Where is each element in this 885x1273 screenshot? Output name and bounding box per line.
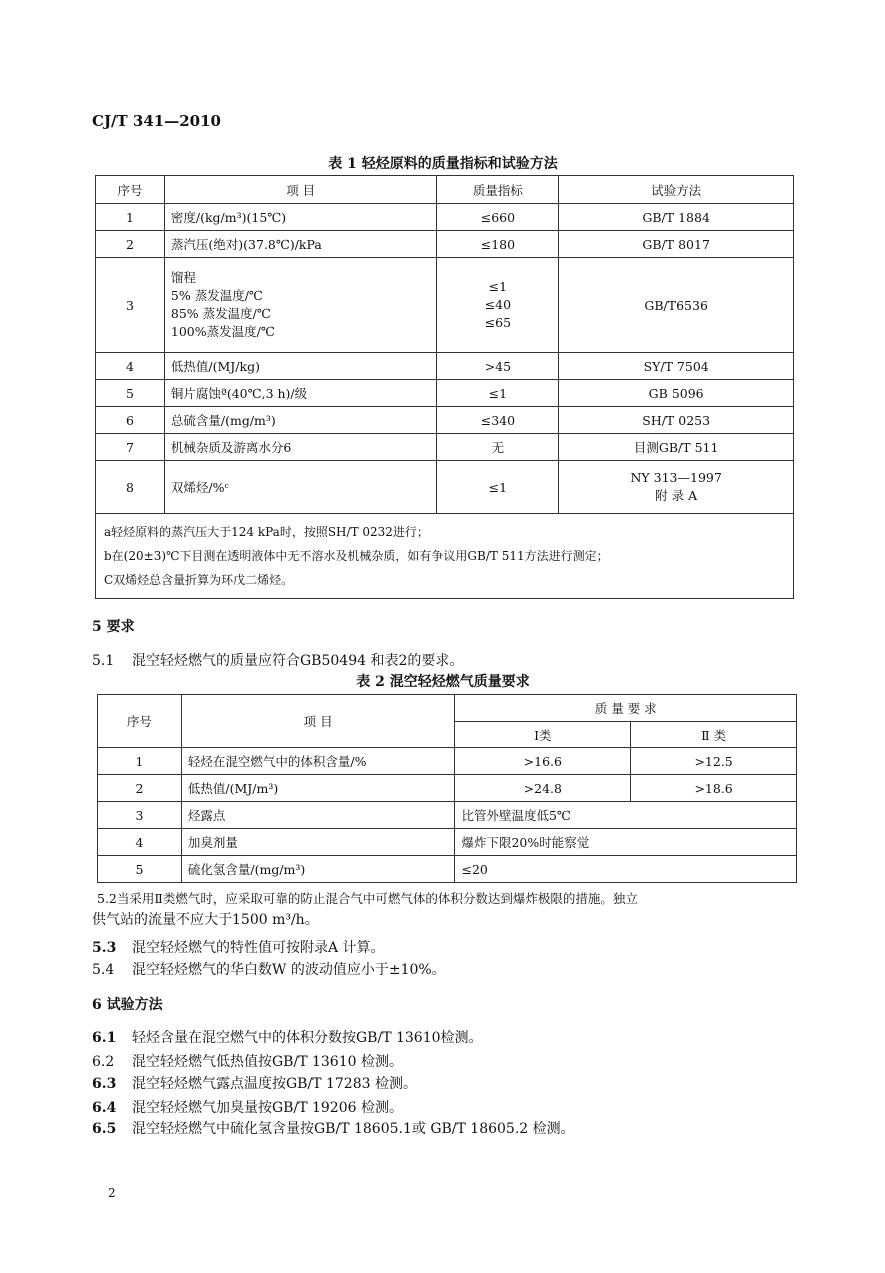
clause-number: 5.3 [92, 940, 117, 956]
row-value: ≤180 [437, 231, 559, 258]
row-class1: >16.6 [455, 748, 631, 775]
table-row [96, 258, 794, 353]
table1-header-no: 序号 [96, 176, 165, 204]
row-item: 密度/(kg/m³)(15℃) [164, 204, 437, 231]
value-line: ≤1 [488, 279, 508, 294]
row-requirement: 爆炸下限20%时能察觉 [455, 829, 797, 856]
row-method: GB/T 8017 [559, 231, 794, 258]
clause-text: 混空轻烃燃气的特性值可按附录A 计算。 [132, 940, 385, 956]
paragraph-5-2-line2: 供气站的流量不应大于1500 m³/h。 [92, 912, 319, 928]
table-row [98, 802, 797, 829]
row-no: 2 [98, 775, 182, 802]
table-row [96, 353, 794, 380]
table-row [96, 407, 794, 434]
row-item: 蒸汽压(绝对)(37.8℃)/kPa [164, 231, 437, 258]
row-method: SY/T 7504 [559, 353, 794, 380]
item-line: 85% 蒸发温度/℃ [170, 306, 271, 321]
method-line: 附 录 A [655, 488, 698, 503]
row-value: ≤340 [437, 407, 559, 434]
row-no: 3 [98, 802, 182, 829]
row-value: 无 [437, 434, 559, 461]
table-row [98, 829, 797, 856]
row-no: 4 [96, 353, 165, 380]
row-no: 5 [98, 856, 182, 883]
table-row [96, 461, 794, 514]
paragraph-6-2 [92, 1051, 403, 1071]
table1-header-method: 试验方法 [559, 176, 794, 204]
item-line: 馏程 [170, 270, 196, 285]
clause-text: 混空轻烃燃气露点温度按GB/T 17283 检测。 [132, 1076, 417, 1092]
table2 [97, 694, 797, 883]
row-item: 双烯烃/%ᶜ [164, 461, 437, 514]
row-requirement: 比管外壁温度低5℃ [455, 802, 797, 829]
document-header: CJ/T 341—2010 [92, 112, 221, 130]
clause-number: 6.3 [92, 1076, 117, 1092]
table-row [98, 748, 797, 775]
table2-header-class1: Ⅰ类 [455, 722, 631, 748]
table-row [96, 204, 794, 231]
table1-header-item: 项 目 [164, 176, 437, 204]
clause-number: 6.4 [92, 1100, 117, 1116]
table1 [95, 175, 794, 599]
row-value: >45 [437, 353, 559, 380]
row-no: 5 [96, 380, 165, 407]
clause-number: 5.4 [92, 962, 115, 978]
row-value: ≤660 [437, 204, 559, 231]
table-row [98, 856, 797, 883]
clause-text: 混空轻烃燃气的质量应符合GB50494 和表2的要求。 [132, 653, 464, 669]
paragraph-5-3 [92, 937, 385, 957]
row-class2: >12.5 [631, 748, 797, 775]
paragraph-5-1 [92, 650, 463, 670]
row-no: 2 [96, 231, 165, 258]
table-row [96, 231, 794, 258]
table2-header-class2: Ⅱ 类 [631, 722, 797, 748]
section-6-title: 6 试验方法 [92, 997, 163, 1013]
clause-text: 混空轻烃燃气低热值按GB/T 13610 检测。 [132, 1054, 403, 1070]
row-item [164, 258, 437, 353]
table1-caption: 表 1 轻烃原料的质量指标和试验方法 [328, 156, 558, 172]
table2-header-no: 序号 [98, 695, 182, 748]
row-class2: >18.6 [631, 775, 797, 802]
row-item: 机械杂质及游离水分6 [164, 434, 437, 461]
value-line: ≤65 [484, 315, 512, 330]
row-value: ≤1 [437, 461, 559, 514]
table-row [96, 434, 794, 461]
paragraph-6-5 [92, 1118, 575, 1138]
table2-header-quality: 质 量 要 求 [455, 695, 797, 722]
clause-number: 6.2 [92, 1054, 115, 1070]
clause-text: 轻烃含量在混空燃气中的体积分数按GB/T 13610检测。 [132, 1030, 483, 1046]
clause-text: 混空轻烃燃气加臭量按GB/T 19206 检测。 [132, 1100, 403, 1116]
row-item: 轻烃在混空燃气中的体积含量/% [181, 748, 455, 775]
row-value [437, 258, 559, 353]
table-row [98, 775, 797, 802]
clause-number: 5.1 [92, 653, 115, 669]
section-5-title: 5 要求 [92, 619, 135, 635]
row-no: 6 [96, 407, 165, 434]
table2-header-item: 项 目 [181, 695, 455, 748]
row-requirement: ≤20 [455, 856, 797, 883]
table2-caption: 表 2 混空轻烃燃气质量要求 [356, 674, 530, 690]
table1-header-value: 质量指标 [437, 176, 559, 204]
row-no: 7 [96, 434, 165, 461]
value-line: ≤40 [484, 297, 512, 312]
page-number: 2 [108, 1186, 116, 1200]
row-class1: >24.8 [455, 775, 631, 802]
paragraph-5-4 [92, 959, 446, 979]
row-item: 铜片腐蚀ª(40℃,3 h)/级 [164, 380, 437, 407]
row-method: 目测GB/T 511 [559, 434, 794, 461]
row-method: SH/T 0253 [559, 407, 794, 434]
row-no: 8 [96, 461, 165, 514]
row-method: GB 5096 [559, 380, 794, 407]
item-line: 100%蒸发温度/℃ [170, 324, 275, 339]
row-item: 烃露点 [181, 802, 455, 829]
table-row [96, 380, 794, 407]
method-line: NY 313—1997 [630, 470, 722, 485]
clause-number: 6.5 [92, 1121, 117, 1137]
table1-note-c: C双烯烃总含量折算为环戊二烯烃。 [104, 573, 294, 587]
row-item: 加臭剂量 [181, 829, 455, 856]
row-item: 低热值/(MJ/m³) [181, 775, 455, 802]
row-item: 总硫含量/(mg/m³) [164, 407, 437, 434]
row-item: 硫化氢含量/(mg/m³) [181, 856, 455, 883]
row-value: ≤1 [437, 380, 559, 407]
table1-note-a: a轻烃原料的蒸汽压大于124 kPa时，按照SH/T 0232进行； [104, 525, 429, 539]
row-no: 1 [96, 204, 165, 231]
paragraph-6-4 [92, 1097, 403, 1117]
paragraph-6-1 [92, 1027, 483, 1047]
row-item: 低热值/(MJ/kg) [164, 353, 437, 380]
item-line: 5% 蒸发温度/℃ [170, 288, 263, 303]
clause-number: 6.1 [92, 1030, 117, 1046]
clause-text: 混空轻烃燃气的华白数W 的波动值应小于±10%。 [132, 962, 446, 978]
row-no: 1 [98, 748, 182, 775]
row-method: GB/T6536 [559, 258, 794, 353]
row-method: GB/T 1884 [559, 204, 794, 231]
paragraph-6-3 [92, 1073, 417, 1093]
row-method [559, 461, 794, 514]
table1-notes [96, 514, 794, 599]
clause-text: 混空轻烃燃气中硫化氢含量按GB/T 18605.1或 GB/T 18605.2 检测。 [132, 1121, 575, 1137]
row-no: 3 [96, 258, 165, 353]
table1-note-b: b在(20±3)℃下目测在透明液体中无不溶水及机械杂质，如有争议用GB/T 511方法进行测定； [104, 549, 609, 563]
row-no: 4 [98, 829, 182, 856]
paragraph-5-2-line1: 5.2当采用Ⅱ类燃气时，应采取可靠的防止混合气中可燃气体的体积分数达到爆炸极限的措施。独立 [97, 891, 638, 906]
